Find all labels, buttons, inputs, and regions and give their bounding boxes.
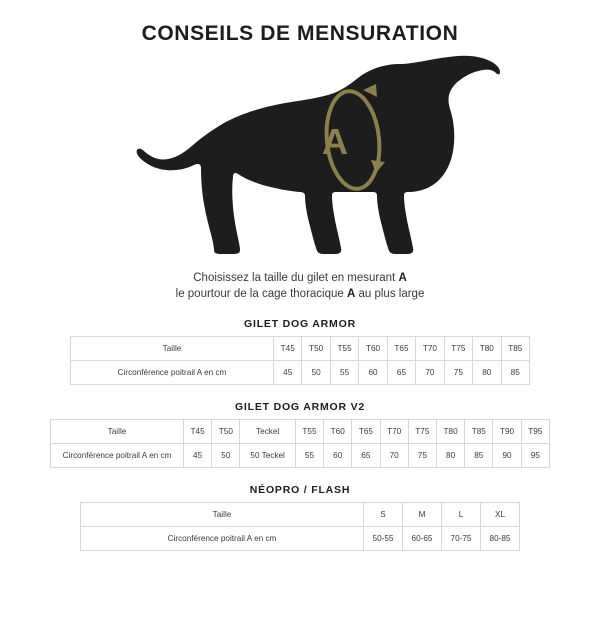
table-cell: 50-55	[364, 527, 403, 551]
table-row	[71, 361, 530, 385]
caption-line-1-letter: A	[398, 272, 407, 284]
table-cell: 85	[501, 361, 530, 385]
table-cell: 45	[274, 361, 302, 385]
table-row	[81, 527, 520, 551]
measurement-guide-page	[0, 22, 600, 622]
table-row	[51, 420, 550, 444]
row-label: Circonférence poitrail A en cm	[81, 527, 364, 551]
table-cell: T70	[380, 420, 408, 444]
table-cell: 60	[359, 361, 387, 385]
table-cell: 95	[521, 444, 549, 468]
table-cell: 75	[408, 444, 436, 468]
table-cell: T55	[295, 420, 323, 444]
dog-illustration	[40, 52, 560, 262]
table-1-title: GILET DOG ARMOR	[244, 318, 356, 330]
row-label: Circonférence poitrail A en cm	[51, 444, 184, 468]
table-cell: T90	[493, 420, 521, 444]
size-table-dog-armor-v2	[50, 419, 550, 468]
table-cell: T45	[274, 337, 302, 361]
table-cell: 60-65	[403, 527, 442, 551]
table-cell: 70	[416, 361, 444, 385]
page-title: CONSEILS DE MENSURATION	[141, 22, 459, 45]
table-cell: T55	[330, 337, 358, 361]
measure-letter-a: A	[322, 121, 348, 162]
caption-line-2-tail: au plus large	[355, 288, 425, 300]
caption-line-2-text: le pourtour de la cage thoracique	[175, 288, 347, 300]
table-cell: 80	[436, 444, 464, 468]
table-cell: 80	[473, 361, 501, 385]
table-row	[71, 337, 530, 361]
table-cell: T70	[416, 337, 444, 361]
size-table-neopro-flash	[80, 502, 520, 551]
caption-line-2-letter: A	[346, 288, 356, 300]
table-cell: 65	[352, 444, 380, 468]
table-cell: T65	[387, 337, 415, 361]
table-cell: 65	[387, 361, 415, 385]
table-cell: T80	[473, 337, 501, 361]
table-cell: 70-75	[442, 527, 481, 551]
row-label: Circonférence poitrail A en cm	[71, 361, 274, 385]
table-cell: T50	[212, 420, 240, 444]
table-row	[81, 503, 520, 527]
table-cell: T80	[436, 420, 464, 444]
table-cell: M	[403, 503, 442, 527]
table-cell: 55	[295, 444, 323, 468]
table-cell: T65	[352, 420, 380, 444]
row-label: Taille	[51, 420, 184, 444]
table-cell: T50	[302, 337, 330, 361]
table-3-title: NÉOPRO / FLASH	[249, 484, 351, 496]
caption-line-1	[40, 270, 560, 286]
table-cell: 50 Teckel	[240, 444, 295, 468]
table-row	[51, 444, 550, 468]
table-cell: 75	[444, 361, 472, 385]
table-cell: 60	[324, 444, 352, 468]
table-cell: 85	[465, 444, 493, 468]
table-cell: 50	[302, 361, 330, 385]
table-cell: T75	[408, 420, 436, 444]
table-cell: T85	[501, 337, 530, 361]
caption	[40, 270, 560, 302]
table-cell: Teckel	[240, 420, 295, 444]
table-cell: 45	[184, 444, 212, 468]
table-cell: T85	[465, 420, 493, 444]
dog-silhouette-icon	[100, 52, 500, 257]
table-cell: 80-85	[481, 527, 520, 551]
table-cell: T95	[521, 420, 549, 444]
table-cell: T60	[324, 420, 352, 444]
table-cell: 90	[493, 444, 521, 468]
table-2-title: GILET DOG ARMOR V2	[234, 401, 366, 413]
table-cell: L	[442, 503, 481, 527]
row-label: Taille	[71, 337, 274, 361]
caption-line-1-text: Choisissez la taille du gilet en mesurant	[193, 272, 399, 284]
table-cell: T45	[184, 420, 212, 444]
table-cell: T75	[444, 337, 472, 361]
table-cell: XL	[481, 503, 520, 527]
caption-line-2	[40, 286, 560, 302]
table-cell: 55	[330, 361, 358, 385]
table-cell: S	[364, 503, 403, 527]
table-cell: T60	[359, 337, 387, 361]
table-cell: 70	[380, 444, 408, 468]
row-label: Taille	[81, 503, 364, 527]
table-cell: 50	[212, 444, 240, 468]
size-table-dog-armor	[70, 336, 530, 385]
